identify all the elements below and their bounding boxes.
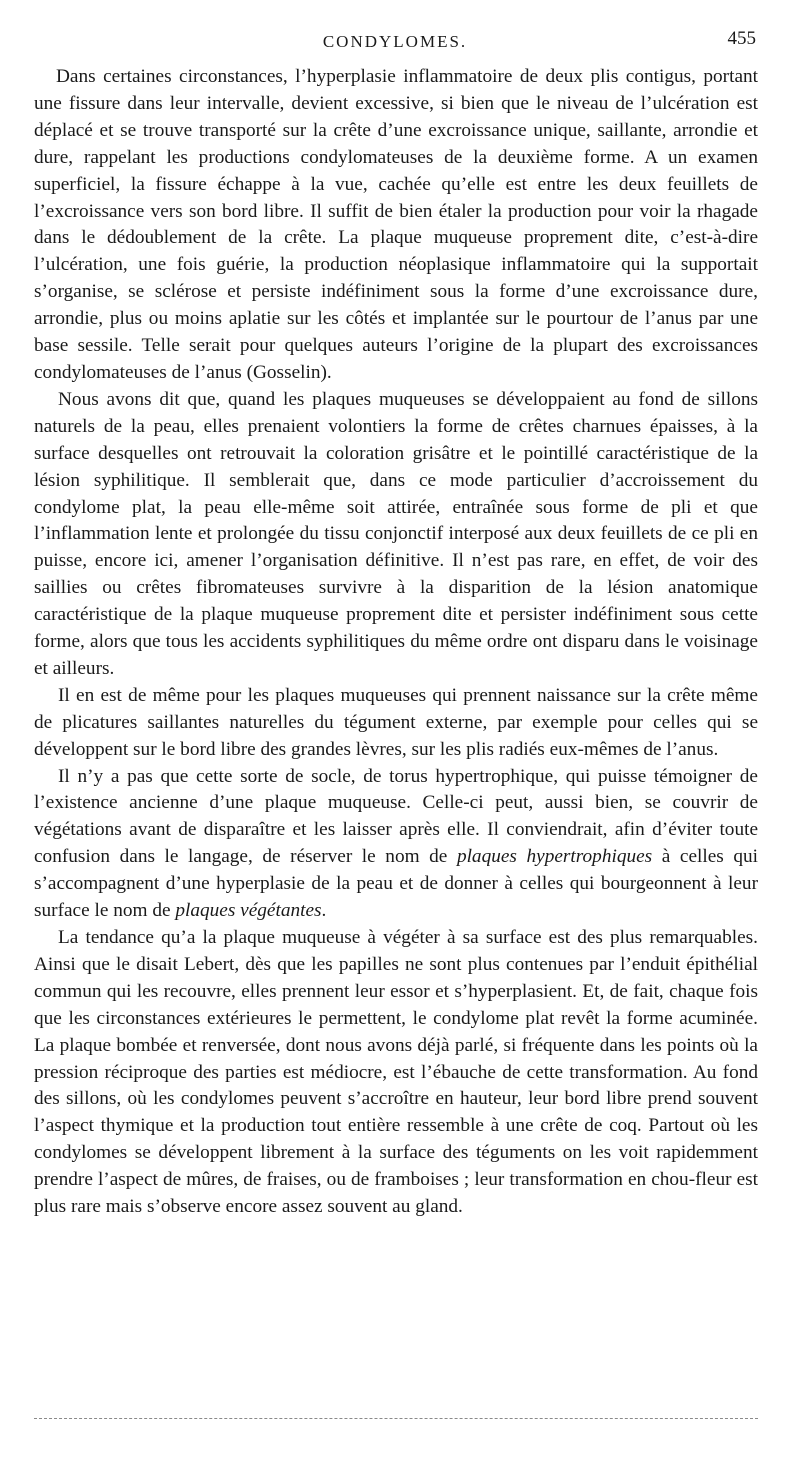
- text-run: Nous avons dit que, quand les plaques muqueuses se développaient au fond de sillons naturels de la peau, elles prenaient volontiers la forme de crêtes charnues épaisses, à la surface desquelles ont retrouvait la coloration grisâtre et le pointillé caractéristique de la lésion syphilitique. Il semblerait que, dans ce mode particulier d’accroissement du condylome plat, la peau elle-même soit attirée, entraînée sous forme de pli et que l’inflammation lente et prolongée du tissu conjonctif interposé aux deux feuillets de ce pli en puisse, encore ici, amener l’organisation définitive. Il n’est pas rare, en effet, de voir des saillies ou crêtes fibromateuses survivre à la disparition de la lésion anatomique caractéristique de la plaque muqueuse proprement dite et persister indéfiniment sous cette forme, alors que tous les accidents syphilitiques du même ordre ont disparu dans le voisinage et ailleurs.: [34, 388, 758, 679]
- body-text: [34, 64, 758, 1221]
- text-run: à celles qui s’accompagnent d’une hyperplasie de la peau et de donner à celles qui bourgeonnent à leur surface le nom de: [34, 846, 758, 922]
- text-run: La tendance qu’a la plaque muqueuse à végéter à sa surface est des plus remarquables. Ainsi que le disait Lebert, dès que les papilles ne sont plus contenues par l’enduit épithélial commun qui les recouvre, elles prennent leur essor et s’hyperplasient. Et, de fait, chaque fois que les circonstances extérieures le permettent, le condylome plat revêt la forme acuminée. La plaque bombée et renversée, dont nous avons déjà parlé, si fréquente dans les points où la pression réciproque des parties est médiocre, est l’ébauche de cette transformation. Au fond des sillons, où les condylomes peuvent s’accroître en hauteur, leur bord libre prend souvent l’aspect thymique et la production tout entière ressemble à une crête de coq. Partout où les condylomes se développent librement à la surface des téguments on les voit rapidemment prendre l’aspect de mûres, de fraises, ou de framboises ; leur transformation en chou-fleur est plus rare mais s’observe encore assez souvent au gland.: [34, 927, 758, 1218]
- running-header: [34, 28, 756, 56]
- text-run: Il n’y a pas que cette sorte de socle, de torus hypertrophique, qui puisse témoigner de l’existence ancienne d’une plaque muqueuse. Celle-ci peut, aussi bien, se couvrir de végétations avant de disparaître et les laisser après elle. Il conviendrait, afin d’éviter toute confusion dans le langage, de réserver le nom de: [34, 765, 758, 868]
- italic-term: plaques hypertrophiques: [456, 846, 653, 868]
- paragraph-3: [34, 683, 758, 764]
- text-run: Il en est de même pour les plaques muqueuses qui prennent naissance sur la crête même de plicatures saillantes naturelles du tégument externe, par exemple pour celles qui se développent sur le bord libre des grandes lèvres, sur les plis radiés eux-mêmes de l’anus.: [34, 684, 758, 760]
- italic-term: plaques végétantes: [175, 900, 322, 922]
- text-run: .: [321, 900, 327, 922]
- paragraph-5: [34, 925, 758, 1221]
- paragraph-2: [34, 387, 758, 683]
- page-number: 455: [727, 28, 756, 49]
- paragraph-4: [34, 764, 758, 925]
- text-run: Dans certaines circonstances, l’hyperplasie inflammatoire de deux plis contigus, portant une fissure dans leur intervalle, devient excessive, si bien que le niveau de l’ulcération est déplacé et se trouve transporté sur la crête d’une excroissance unique, saillante, arrondie et dure, rappelant les productions condylomateuses de la deuxième forme. A un examen superficiel, la fissure échappe à la vue, cachée qu’elle est entre les deux feuillets de l’excroissance vers son bord libre. Il suffit de bien étaler la production pour voir la rhagade dans le dédoublement de la crête. La plaque muqueuse proprement dite, c’est-à-dire l’ulcération, une fois guérie, la production néoplasique inflammatoire qui la supportait s’organise, se sclérose et persiste indéfiniment sous la forme d’une excroissance dure, arrondie, plus ou moins aplatie sur les côtés et implantée sur le pourtour de l’anus par une base sessile. Telle serait pour quelques auteurs l’origine de la plupart des excroissances condylomateuses de l’anus (Gosselin).: [34, 66, 758, 383]
- paragraph-1: [34, 64, 758, 387]
- running-title: CONDYLOMES.: [322, 32, 468, 51]
- bottom-rule: [34, 1418, 758, 1419]
